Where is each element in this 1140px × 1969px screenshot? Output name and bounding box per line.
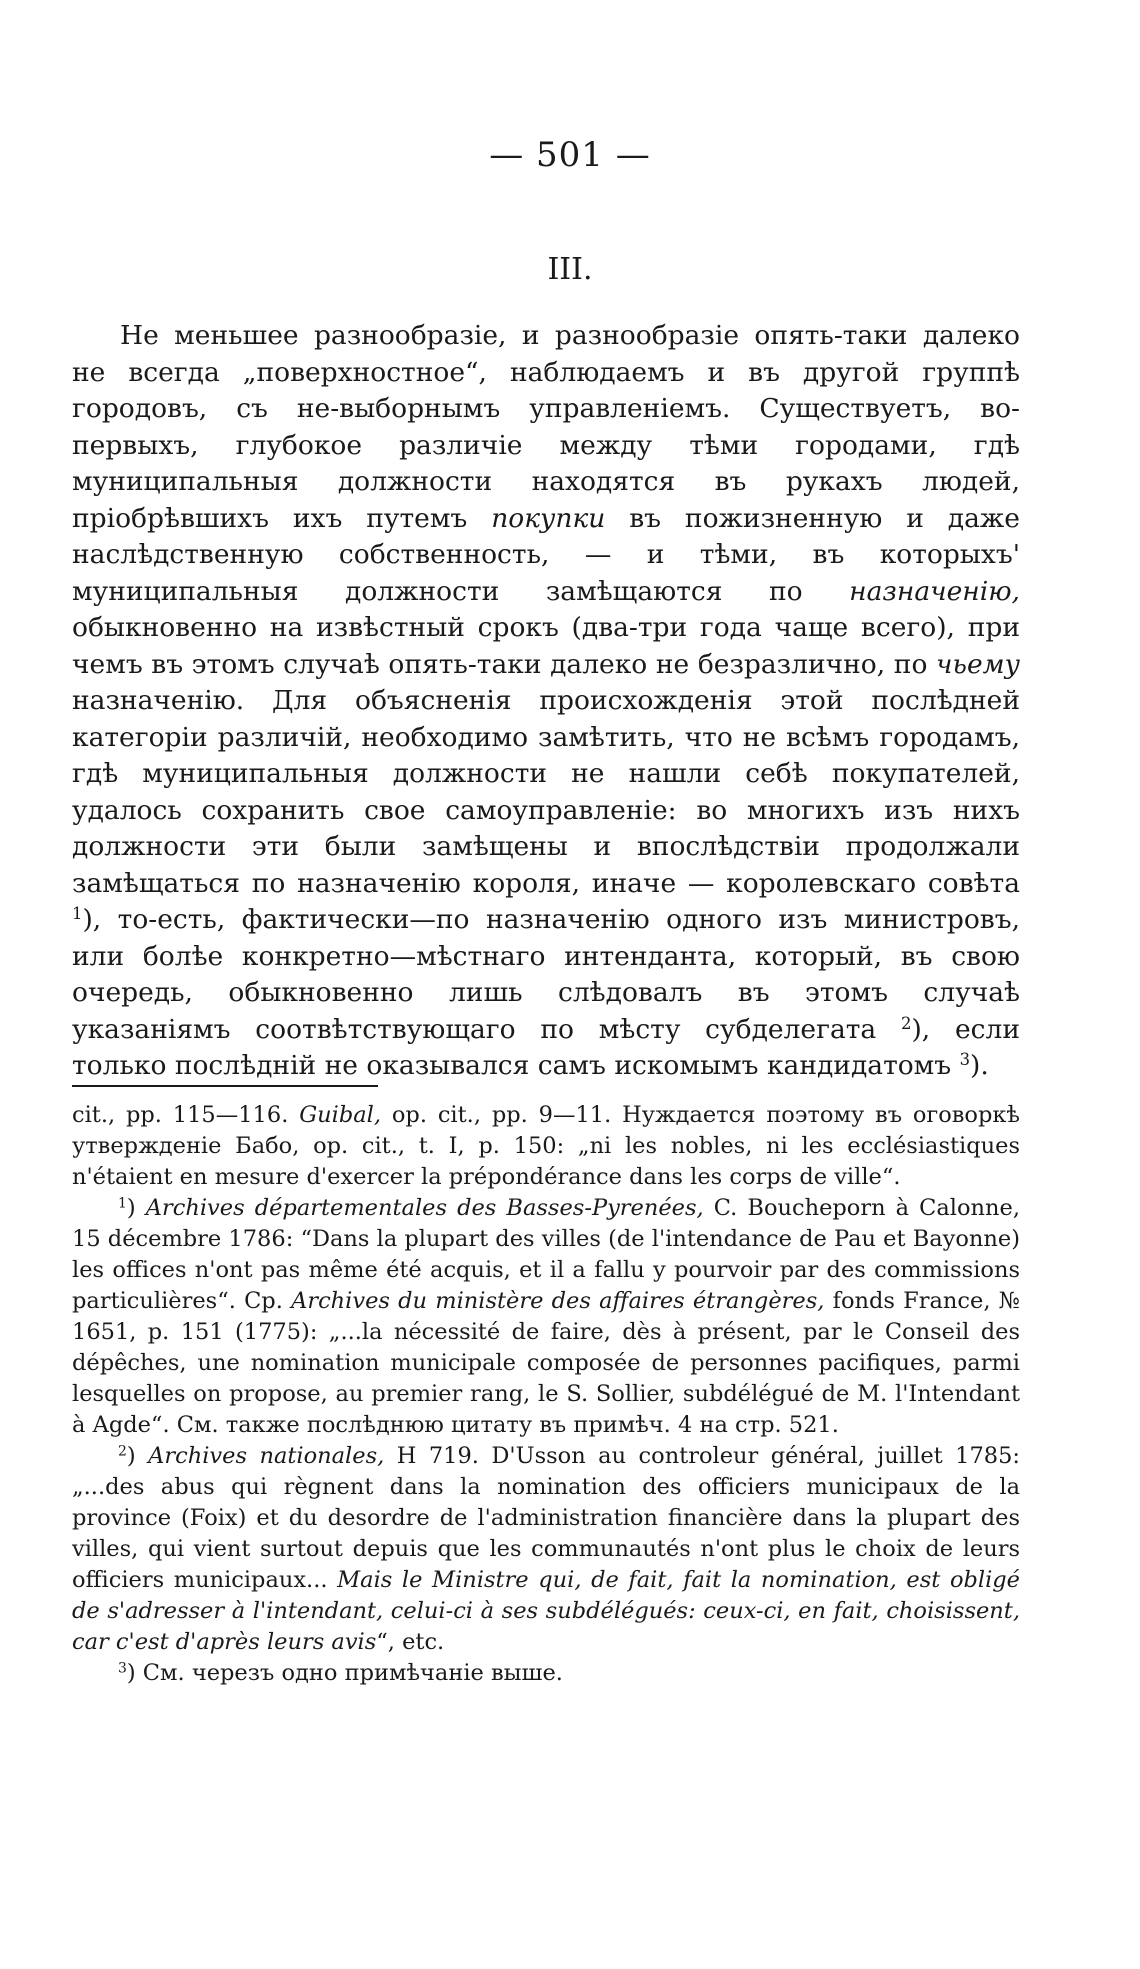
footnote-continuation <box>72 1100 1020 1193</box>
footnote-italic: Mais le Ministre qui, de fait, fait la nomination, est obligé de s'adresser à l'intendant, celui-ci à ses subdélégués: ceux-ci, en fait, choisissent, car c'est d'après leurs avis <box>72 1567 1020 1655</box>
footnote-text: ) См. черезъ одно примѣчаніе выше. <box>126 1660 563 1686</box>
footnote-italic: Archives nationales, <box>148 1443 385 1469</box>
footnote-text: “, etc. <box>376 1629 445 1655</box>
footnote-text: ) <box>126 1195 146 1221</box>
footnote-2 <box>72 1441 1020 1658</box>
main-text-part: назначенію. Для объясненія происхожденія этой послѣдней категоріи различій, необходимо замѣтить, что не всѣмъ городамъ, гдѣ муниципальныя должности не нашли себѣ покупателей, удалось сохранить свое самоуправленіе: во многихъ изъ нихъ должности эти были замѣщены и впослѣдствіи продолжали замѣщаться по назначенію короля, иначе — королевскаго совѣта <box>72 685 1020 899</box>
italic-term: назначенію, <box>849 575 1020 607</box>
page-number: — 501 — <box>489 135 651 175</box>
main-text-part: ), то-есть, фактически—по назначенію одного изъ министровъ, или болѣе конкретно—мѣстнаго интенданта, который, въ свою очередь, обыкновенно лишь слѣдовалъ въ этомъ случаѣ указаніямъ соотвѣтствующаго по мѣсту субделегата <box>72 904 1020 1045</box>
footnote-ref-3: 3 <box>959 1049 971 1069</box>
section-heading: III. <box>547 252 593 287</box>
main-text-part: ), если только послѣдній не оказывался самъ искомымъ кандидатомъ <box>72 1013 1020 1081</box>
footnote-text: H 719. D'Usson au controleur général, juillet 1785: „...des abus qui règnent dans la nomination des officiers municipaux de la province (Foix) et du desordre de l'administration financière dans la plupart des villes, qui vient surtout depuis que les communautés n'ont plus le choix de leurs officiers municipaux... <box>72 1443 1020 1593</box>
footnote-italic: Archives départementales des Basses-Pyrenées, <box>145 1195 704 1221</box>
footnote-italic: Guibal, <box>299 1102 382 1128</box>
footnote-2-mark: 2 <box>118 1443 127 1460</box>
footnote-text: fonds France, № 1651, p. 151 (1775): „...la nécessité de faire, dès à présent, par le Conseil des dépêches, une nomination municipale composée de personnes pacifiques, parmi lesquelles on propose, au premier rang, le S. Sollier, subdélégué de M. l'Intendant à Agde“. См. также послѣднюю цитату въ примѣч. 4 на стр. 521. <box>72 1288 1020 1438</box>
footnotes <box>72 1100 1020 1689</box>
footnote-text: ) <box>126 1443 149 1469</box>
italic-term: чьему <box>936 648 1020 680</box>
footnote-3 <box>72 1658 1020 1689</box>
footnote-text: C. Boucheporn à Calonne, 15 décembre 1786: “Dans la plupart des villes (de l'intendance de Pau et Bayonne) les offices n'ont pas même été acquis, et il a fallu y pourvoir par des commissions particulières“. Ср. <box>72 1195 1020 1314</box>
footnote-3-mark: 3 <box>118 1660 127 1677</box>
main-text-part: Не меньшее разнообразіе, и разнообразіе опять-таки далеко не всегда „поверхностное“, наблюдаемъ и въ другой группѣ городовъ, съ не-выборнымъ управленіемъ. Существуетъ, во-первыхъ, глубокое различіе между тѣми городами, гдѣ муниципальныя должности находятся въ рукахъ людей, пріобрѣвшихъ ихъ путемъ <box>72 320 1020 534</box>
main-text-part: въ пожизненную и даже наслѣдственную собственность, — и тѣми, въ которыхъ' муниципальныя должности замѣщаются по <box>72 502 1020 607</box>
main-text-part: обыкновенно на извѣстный срокъ (два-три года чаще всего), при чемъ въ этомъ случаѣ опять-таки далеко не безразлично, по <box>72 612 1020 680</box>
main-text <box>72 318 1020 1085</box>
footnote-ref-2: 2 <box>901 1013 912 1033</box>
footnote-ref-1: 1 <box>72 903 83 923</box>
italic-term: покупки <box>491 502 606 534</box>
footnote-divider <box>72 1085 378 1087</box>
footnote-text: cit., pp. 115—116. <box>72 1102 300 1128</box>
main-paragraph <box>72 318 1020 1085</box>
footnote-text: op. cit., pp. 9—11. Нуждается поэтому въ оговоркѣ утвержденіе Бабо, op. cit., t. I, p. 150: „ni les nobles, ni les ecclésiastiques n'étaient en mesure d'exercer la prépondérance dans les corps de ville“. <box>72 1102 1021 1190</box>
footnote-italic: Archives du ministère des affaires étrangères, <box>291 1288 825 1314</box>
footnote-1 <box>72 1193 1020 1441</box>
footnote-1-mark: 1 <box>118 1195 127 1212</box>
main-text-part: ). <box>970 1050 989 1081</box>
